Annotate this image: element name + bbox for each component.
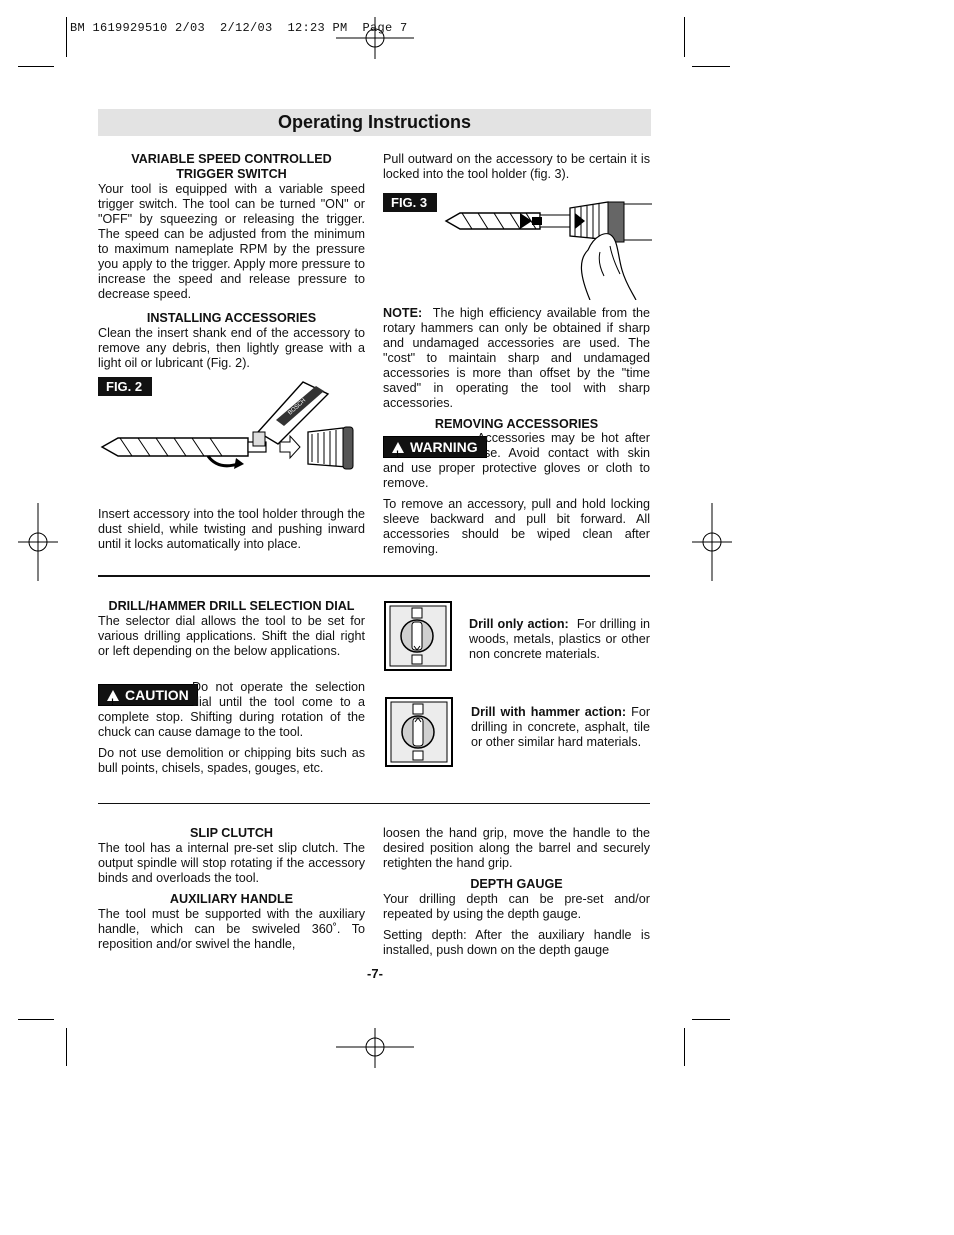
dial-column [98, 599, 365, 665]
removing-heading: REMOVING ACCESSORIES [434, 417, 599, 431]
slip-heading: SLIP CLUTCH [189, 826, 274, 840]
page-number: -7- [367, 966, 383, 981]
slip-text: The tool has a internal pre-set slip clutch. The output spindle will stop rotating if the accessory binds and overloads the tool. [98, 841, 365, 885]
pull-text: Pull outward on the accessory to be certain it is locked into the tool holder (fig. 3). [383, 152, 650, 181]
warning-icon: ! [392, 442, 404, 453]
setting-text: Setting depth: After the auxiliary handle is installed, push down on the depth gauge [383, 928, 650, 957]
trigger-heading-2: TRIGGER SWITCH [176, 167, 287, 181]
warning-text: Accessories may be hot after use. Avoid contact with skin and use proper protective gloves or cloth to remove. [383, 431, 650, 490]
warning-text-wrap [383, 431, 650, 563]
crop-mark [66, 17, 67, 57]
trigger-heading-1: VARIABLE SPEED CONTROLLED [131, 152, 332, 166]
hammer-desc [471, 705, 650, 750]
insert-text: Insert accessory into the tool holder through the dust shield, while twisting and pushing inward until it locks automatically into place. [98, 507, 365, 551]
bottom-right-column [383, 826, 650, 964]
crop-mark [66, 1028, 67, 1066]
crop-mark [18, 66, 54, 67]
fig3-illustration [440, 196, 652, 300]
caution-label: CAUTION [125, 687, 189, 703]
bottom-left-column [98, 826, 365, 958]
install-text: Clean the insert shank end of the accessory to remove any debris, then lightly grease with a light oil or lubricant (Fig. 2). [98, 326, 365, 370]
remove-text: To remove an accessory, pull and hold locking sleeve backward and pull bit forward. All accessories should be wiped clean after removing. [383, 497, 650, 556]
fig2-label: FIG. 2 [98, 377, 152, 396]
right-top-column [383, 306, 650, 432]
section-divider [98, 575, 650, 577]
caution-text: Do not operate the selection dial until the tool come to a complete stop. Shifting during rotation of the chuck can cause damage to the tool. [98, 680, 365, 739]
crop-mark [692, 1019, 730, 1020]
section-divider-2 [98, 803, 650, 804]
depth-heading: DEPTH GAUGE [470, 877, 563, 891]
crop-mark [692, 66, 730, 67]
dial-hammer-image [385, 697, 453, 767]
registration-mark-bottom [336, 1028, 414, 1068]
hammer-label: Drill with hammer action: [471, 705, 627, 719]
registration-mark-right [692, 503, 732, 581]
fig2-tube-text: BOSCH [287, 397, 308, 417]
caution-icon: ! [107, 690, 119, 701]
dial-text: The selector dial allows the tool to be set for various drilling applications. Shift the dial right or left depending on the below applications. [98, 614, 365, 658]
fig3-label: FIG. 3 [383, 193, 437, 212]
aux-heading: AUXILIARY HANDLE [169, 892, 294, 906]
caution-text-wrap [98, 680, 365, 782]
aux-text: The tool must be supported with the auxiliary handle, which can be swiveled 360˚. To reposition and/or swivel the handle, [98, 907, 365, 951]
crop-mark [18, 1019, 54, 1020]
warning-label: WARNING [410, 439, 478, 455]
trigger-text: Your tool is equipped with a variable speed trigger switch. The tool can be turned "ON" or "OFF" by squeezing or releasing the trigger. The speed can be adjusted from the minimum to maximum nameplate RPM by the pressure you apply to the trigger. Apply more pressure to increase the speed and release pressure to decrease speed. [98, 182, 365, 301]
crop-mark [684, 17, 685, 57]
note-text: The high efficiency available from the rotary hammers can only be obtained if sharp and undamaged accessories are used. The "cost" to maintain sharp and undamaged accessories is more than offset by the "time saved" in operating the tool with sharp accessories. [383, 306, 650, 410]
drill-only-desc [469, 617, 650, 662]
print-slug: BM 1619929510 2/03 2/12/03 12:23 PM Page 7 [70, 21, 408, 35]
depth-text: Your drilling depth can be pre-set and/or repeated by using the depth gauge. [383, 892, 650, 921]
note-label: NOTE: [383, 306, 423, 320]
registration-mark-left [18, 503, 58, 581]
install-heading: INSTALLING ACCESSORIES [146, 311, 317, 325]
fig2-illustration [98, 372, 365, 472]
demolition-text: Do not use demolition or chipping bits such as bull points, chisels, spades, gouges, etc. [98, 746, 365, 775]
page-title: Operating Instructions [98, 109, 651, 136]
crop-mark [684, 1028, 685, 1066]
drill-only-label: Drill only action: [469, 617, 569, 631]
drill-only-text: For drilling in woods, metals, plastics or other non concrete materials. [469, 617, 650, 661]
dial-heading: DRILL/HAMMER DRILL SELECTION DIAL [108, 599, 355, 613]
hammer-text: For drilling in concrete, asphalt, tile or other similar hard materials. [471, 705, 651, 749]
loosen-text: loosen the hand grip, move the handle to the desired position along the barrel and securely retighten the hand grip. [383, 826, 650, 870]
dial-drill-only-image [384, 601, 452, 671]
left-top-column [98, 152, 365, 377]
